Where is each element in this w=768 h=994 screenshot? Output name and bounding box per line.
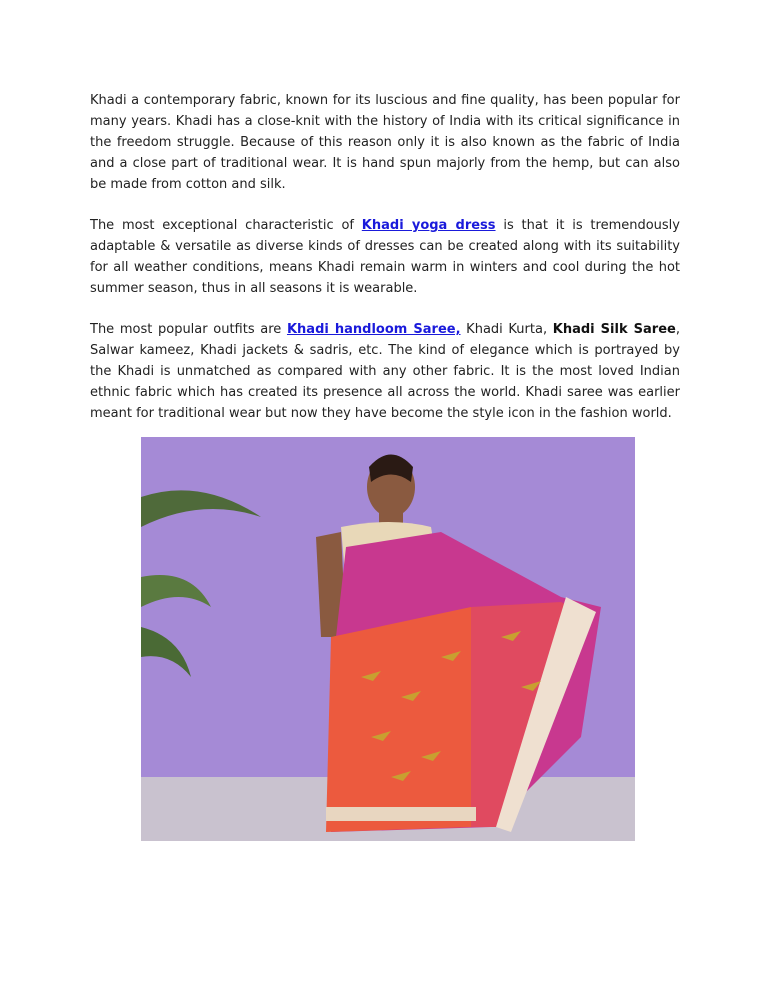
inline-link[interactable]: Khadi yoga dress [361, 218, 496, 233]
inline-link[interactable]: Khadi handloom Saree, [286, 322, 461, 337]
text-segment: , Salwar kameez, Khadi jackets & sadris, etc. The kind of elegance which is portrayed by the Khadi is unmatched as compared with any other fabric. It is the most loved Indian ethnic fabric which has created its presence all across the world. Khadi saree was earlier meant for traditional wear but now they have become the style icon in the fashion world. [90, 322, 680, 421]
text-segment: The most exceptional characteristic of [90, 218, 362, 233]
text-segment: is that it is tremendously adaptable & versatile as diverse kinds of dresses can be created along with its suitability for all weather conditions, means Khadi remain warm in winters and cool during the hot summer season, thus in all seasons it is wearable. [90, 218, 680, 296]
bold-text: Khadi Silk Saree [552, 322, 676, 337]
document-body [90, 90, 680, 444]
saree-model-photo [141, 437, 635, 841]
paragraph-intro [90, 90, 680, 195]
saree-illustration [141, 437, 635, 841]
paragraph-characteristics [90, 215, 680, 299]
text-segment: The most popular outfits are [90, 322, 287, 337]
text-segment: Khadi a contemporary fabric, known for its luscious and fine quality, has been popular for many years. Khadi has a close-knit with the history of India with its critical significance in the freedom struggle. Because of this reason only it is also known as the fabric of India and a close part of traditional wear. It is hand spun majorly from the hemp, but can also be made from cotton and silk. [90, 93, 680, 192]
paragraph-outfits [90, 319, 680, 424]
text-segment: Khadi Kurta, [460, 322, 553, 337]
